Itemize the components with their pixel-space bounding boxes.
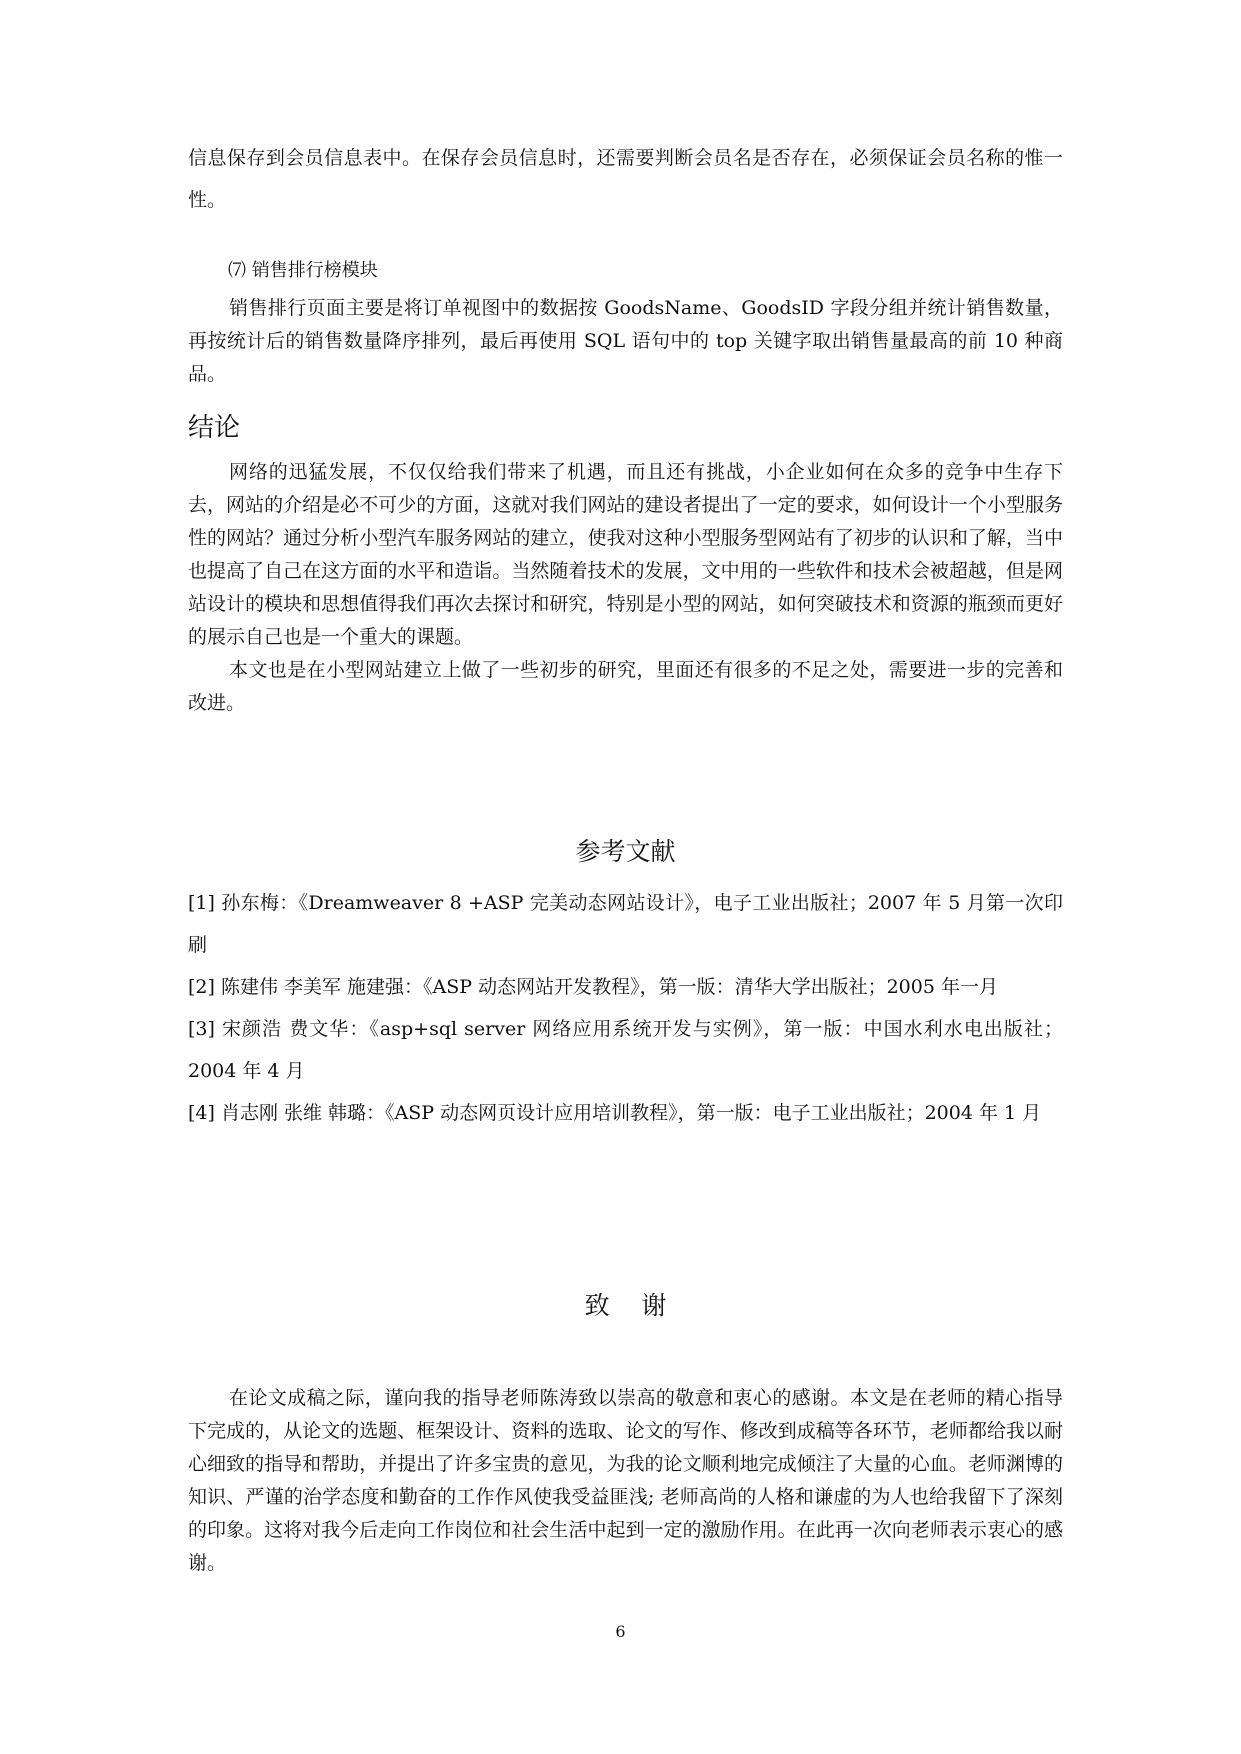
conclusion-heading: 结论 (188, 413, 241, 443)
body-paragraph: 在论文成稿之际，谨向我的指导老师陈涛致以崇高的敬意和衷心的感谢。本文是在老师的精心指导下完成的，从论文的选题、框架设计、资料的选取、论文的写作、修改到成稿等各环节，老师都给我以耐心细致的指导和帮助，并提出了许多宝贵的意见，为我的论文顺利地完成倾注了大量的心血。老师渊博的知识、严谨的治学态度和勤奋的工作作风使我受益匪浅; 老师高尚的人格和谦虚的为人也给我留下了深刻的印象。这将对我今后走向工作岗位和社会生活中起到一定的激励作用。在此再一次向老师表示衷心的感谢。 (188, 1387, 1063, 1574)
reference-item: [3] 宋颜浩 费文华：《asp+sql server 网络应用系统开发与实例》，第一版：中国水利水电出版社；2004 年 4 月 (188, 1018, 1063, 1082)
reference-item: [2] 陈建伟 李美军 施建强：《ASP 动态网站开发教程》，第一版：清华大学出版社；2005 年一月 (188, 976, 998, 998)
body-paragraph: 销售排行页面主要是将订单视图中的数据按 GoodsName、GoodsID 字段分组并统计销售数量，再按统计后的销售数量降序排列，最后再使用 SQL 语句中的 top 关键字取出销售量最高的前 10 种商品。 (188, 297, 1063, 385)
sales-ranking-heading: ⑺ 销售排行榜模块 (228, 260, 378, 281)
references-list (188, 882, 1063, 1134)
reference-item: [4] 肖志刚 张维 韩璐：《ASP 动态网页设计应用培训教程》，第一版：电子工业出版社；2004 年 1 月 (188, 1102, 1042, 1124)
body-paragraph: 信息保存到会员信息表中。在保存会员信息时，还需要判断会员名是否存在，必须保证会员名称的惟一性。 (188, 147, 1063, 211)
references-heading: 参考文献 (575, 837, 676, 866)
body-paragraph: 网络的迅猛发展，不仅仅给我们带来了机遇，而且还有挑战，小企业如何在众多的竞争中生存下去，网站的介绍是必不可少的方面，这就对我们网站的建设者提出了一定的要求，如何设计一个小型服务性的网站？通过分析小型汽车服务网站的建立，使我对这种小型服务型网站有了初步的认识和了解，当中也提高了自己在这方面的水平和造诣。当然随着技术的发展，文中用的一些软件和技术会被超越，但是网站设计的模块和思想值得我们再次去探讨和研究，特别是小型的网站，如何突破技术和资源的瓶颈而更好的展示自己也是一个重大的课题。 (188, 461, 1063, 648)
conclusion-section (188, 456, 1063, 720)
member-info-paragraph (188, 137, 1063, 221)
acknowledgements-section (188, 1382, 1063, 1580)
acknowledgements-heading: 致 谢 (584, 1291, 667, 1320)
page-number: 6 (615, 1622, 626, 1641)
sales-ranking-section (188, 292, 1063, 391)
reference-item: [1] 孙东梅：《Dreamweaver 8 +ASP 完美动态网站设计》，电子工业出版社；2007 年 5 月第一次印刷 (188, 892, 1063, 956)
body-paragraph: 本文也是在小型网站建立上做了一些初步的研究，里面还有很多的不足之处，需要进一步的完善和改进。 (188, 659, 1063, 714)
